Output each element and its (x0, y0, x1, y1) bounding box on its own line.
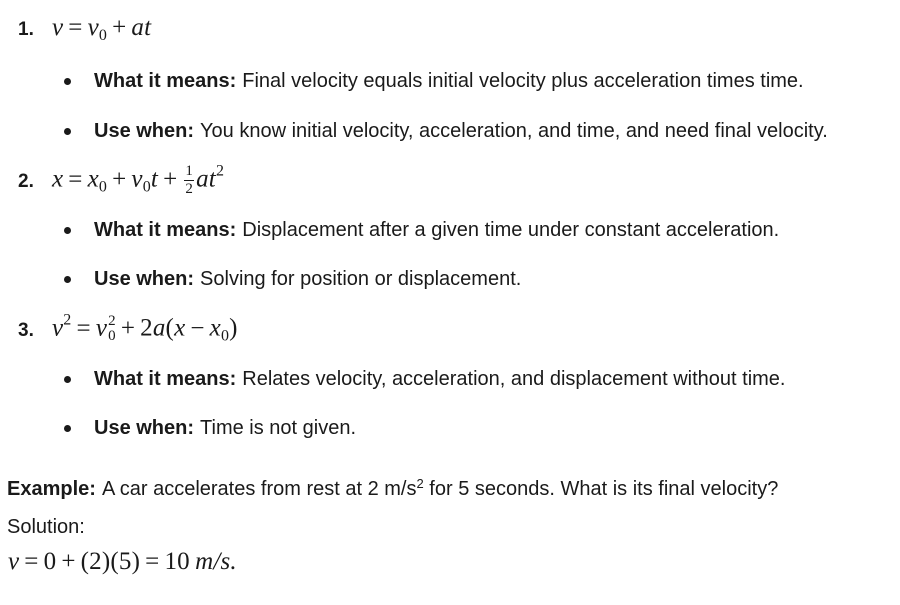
unit-exponent: 2 (416, 476, 424, 491)
bullet-label: What it means: (94, 70, 237, 92)
bullet-dot (64, 276, 71, 283)
equation-number: 1. (18, 19, 34, 40)
bullet-label: What it means: (94, 368, 237, 390)
bullet-label: Use when: (94, 120, 195, 142)
bullet-label: What it means: (94, 219, 237, 241)
super-sub-script: 2 0 (108, 313, 116, 344)
bullet-dot (64, 376, 71, 383)
bullet-text: Time is not given. (200, 417, 357, 439)
equation-number: 2. (18, 170, 34, 192)
bullet-item (64, 68, 804, 94)
example-text: A car accelerates from rest at 2 m/s (101, 478, 417, 500)
bullet-item (64, 366, 785, 392)
fraction-one-half: $\frac{1}{2}$ (185, 163, 194, 197)
bullet-label: Use when: (94, 417, 195, 439)
equation-formula: $v^2 = v$ 2 0 + $2a(x - x_0)$ (52, 311, 238, 345)
bullet-dot (64, 78, 71, 85)
bullet-item (64, 266, 521, 292)
example-paragraph (7, 476, 778, 502)
solution-formula: v = 0 + (2)(5) = 10 m/s. (8, 548, 237, 575)
equation-item-3 (18, 311, 238, 345)
solution-label: Solution: (7, 516, 85, 538)
bullet-text: Displacement after a given time under constant acceleration. (242, 219, 780, 241)
bullet-text: Final velocity equals initial velocity plus acceleration times time. (242, 70, 804, 92)
bullet-dot (64, 425, 71, 432)
example-label: Example: (7, 478, 96, 500)
example-text-end: for 5 seconds. What is its final velocity? (423, 478, 779, 500)
bullet-text: You know initial velocity, acceleration, and time, and need final velocity. (200, 120, 828, 142)
bullet-item (64, 118, 828, 144)
equation-item-2 (18, 164, 224, 197)
equation-item-1 (18, 14, 151, 42)
bullet-label: Use when: (94, 268, 195, 290)
bullet-dot (64, 128, 71, 135)
bullet-dot (64, 227, 71, 234)
bullet-item (64, 217, 779, 243)
bullet-item (64, 415, 356, 441)
equation-number: 3. (18, 319, 34, 341)
bullet-text: Solving for position or displacement. (200, 268, 522, 290)
equation-formula: $v = v_0$ + at (52, 14, 152, 44)
equation-formula: $x = x_0 + v_0t$ + $\frac{1}{2}$ $at^2$ (52, 162, 225, 197)
bullet-text: Relates velocity, acceleration, and displacement without time. (242, 368, 786, 390)
